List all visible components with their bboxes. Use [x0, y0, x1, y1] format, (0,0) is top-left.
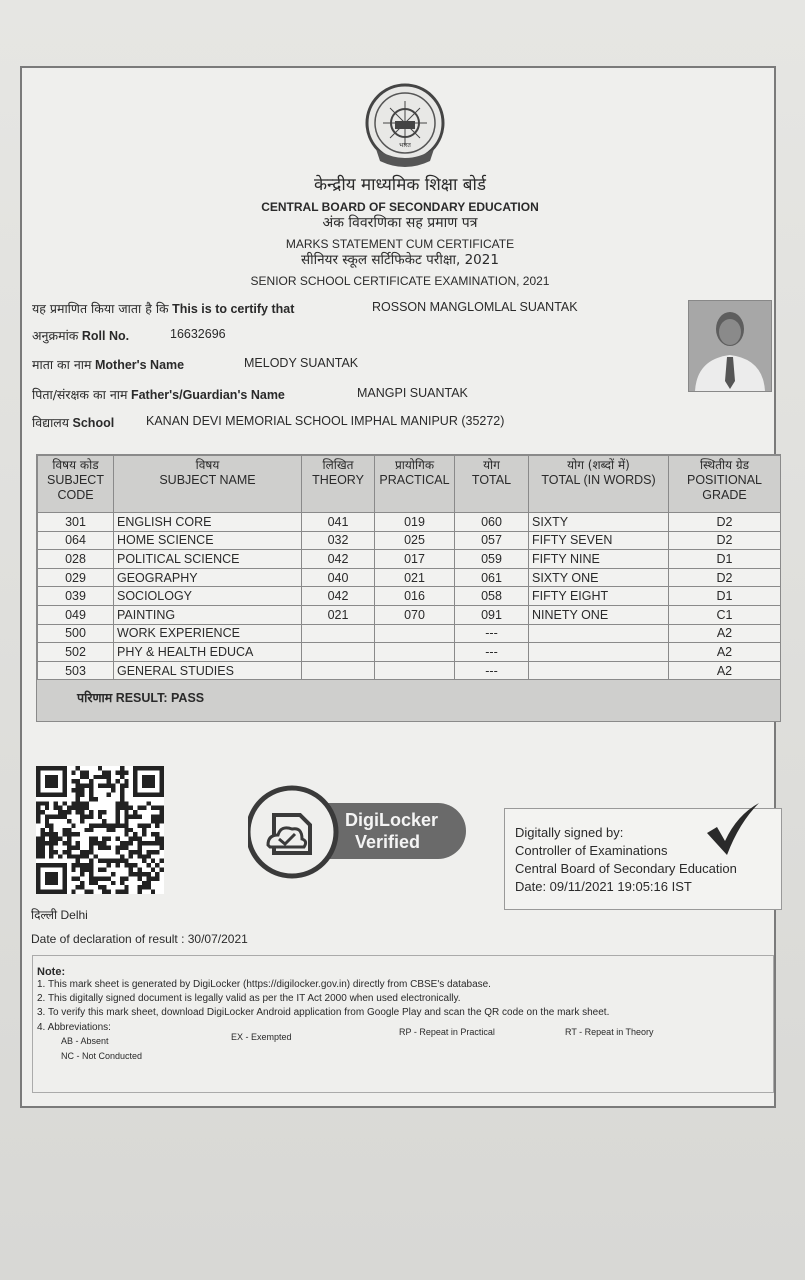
mother-field [32, 356, 359, 373]
cell-theory: 021 [302, 605, 375, 624]
digilocker-label: DigiLocker [345, 810, 439, 830]
header-english: PRACTICAL [379, 473, 450, 487]
cell-name: PAINTING [114, 605, 302, 624]
header-grade [669, 456, 781, 513]
cell-practical: 025 [375, 531, 455, 550]
header-hindi: विषय कोड [52, 458, 99, 472]
table-row [38, 568, 781, 587]
cell-name: SOCIOLOGY [114, 587, 302, 606]
certify-label: This is to certify that [172, 302, 295, 316]
cell-total: 059 [455, 550, 529, 569]
cell-theory [302, 624, 375, 643]
cell-grade: C1 [669, 605, 781, 624]
roll-field [32, 327, 226, 344]
cell-name: GEOGRAPHY [114, 568, 302, 587]
cell-total: 091 [455, 605, 529, 624]
student-photo [688, 300, 772, 392]
certify-field [32, 300, 578, 317]
table-row [38, 513, 781, 532]
mother-label-hindi: माता का नाम [32, 357, 92, 372]
marks-table [37, 455, 781, 680]
cell-words: NINETY ONE [529, 605, 669, 624]
cell-theory: 042 [302, 550, 375, 569]
header-english: TOTAL (IN WORDS) [541, 473, 656, 487]
cell-total: --- [455, 624, 529, 643]
cell-code: 064 [38, 531, 114, 550]
header-practical [375, 456, 455, 513]
place-english: Delhi [60, 908, 88, 922]
cell-practical: 016 [375, 587, 455, 606]
cell-code: 039 [38, 587, 114, 606]
header-theory [302, 456, 375, 513]
cell-code: 028 [38, 550, 114, 569]
cell-code: 301 [38, 513, 114, 532]
abbr-repeat-theory: RT - Repeat in Theory [565, 1027, 654, 1037]
note-2: 2. This digitally signed document is legally valid as per the IT Act 2000 when used electronically. [37, 993, 461, 1004]
declaration-date: Date of declaration of result : 30/07/2021 [31, 932, 248, 946]
cell-words: SIXTY ONE [529, 568, 669, 587]
qr-code-icon[interactable] [36, 766, 164, 894]
cell-grade: D2 [669, 531, 781, 550]
cell-code: 049 [38, 605, 114, 624]
cell-total: 057 [455, 531, 529, 550]
marks-table-panel [36, 454, 781, 722]
note-3: 3. To verify this mark sheet, download DigiLocker Android application from Google Play and scan the QR code on the mark sheet. [37, 1007, 610, 1018]
abbr-repeat-practical: RP - Repeat in Practical [399, 1027, 495, 1037]
header-english: POSITIONAL [686, 473, 763, 487]
cell-grade: A2 [669, 643, 781, 662]
cell-practical [375, 624, 455, 643]
cell-grade: D1 [669, 550, 781, 569]
roll-label: Roll No. [81, 329, 130, 343]
cell-name: ENGLISH CORE [114, 513, 302, 532]
cell-total: --- [455, 661, 529, 680]
cell-practical [375, 661, 455, 680]
header-english: SUBJECT NAME [159, 473, 256, 487]
digital-signature-box [504, 808, 782, 910]
cell-name: PHY & HEALTH EDUCA [114, 643, 302, 662]
header-english: SUBJECT [47, 473, 104, 487]
cell-practical: 021 [375, 568, 455, 587]
table-row [38, 531, 781, 550]
cell-theory: 041 [302, 513, 375, 532]
cell-code: 029 [38, 568, 114, 587]
table-row [38, 587, 781, 606]
roll-label-hindi: अनुक्रमांक [32, 328, 79, 343]
abbr-not-conducted: NC - Not Conducted [61, 1051, 143, 1061]
result-label-hindi: परिणाम [77, 690, 113, 705]
checkmark-icon [701, 801, 761, 861]
cell-theory: 040 [302, 568, 375, 587]
abbr-absent: AB - Absent [61, 1036, 109, 1046]
cell-code: 500 [38, 624, 114, 643]
father-label-hindi: पिता/संरक्षक का नाम [32, 387, 128, 402]
cell-name: POLITICAL SCIENCE [114, 550, 302, 569]
cell-practical [375, 643, 455, 662]
place-hindi: दिल्ली [31, 908, 58, 922]
cell-theory: 042 [302, 587, 375, 606]
table-row [38, 605, 781, 624]
signed-by: Digitally signed by: [515, 825, 624, 840]
cell-words: SIXTY [529, 513, 669, 532]
father-label: Father's/Guardian's Name [130, 388, 285, 402]
cell-practical: 070 [375, 605, 455, 624]
signer-org: Central Board of Secondary Education [515, 861, 737, 876]
board-name-hindi: केन्द्रीय माध्यमिक शिक्षा बोर्ड [313, 175, 487, 195]
school-name: KANAN DEVI MEMORIAL SCHOOL IMPHAL MANIPUR (35272) [146, 414, 505, 428]
header-subject-code [38, 456, 114, 513]
cell-code: 503 [38, 661, 114, 680]
abbr-exempted: EX - Exempted [231, 1032, 292, 1042]
cell-grade: A2 [669, 624, 781, 643]
school-field [32, 414, 505, 431]
header-hindi: विषय [195, 458, 220, 472]
cell-name: HOME SCIENCE [114, 531, 302, 550]
notes-box [32, 955, 774, 1093]
cell-words [529, 643, 669, 662]
header-subject-name [114, 456, 302, 513]
cell-words [529, 661, 669, 680]
cell-grade: D2 [669, 513, 781, 532]
cell-theory [302, 661, 375, 680]
note-1: 1. This mark sheet is generated by DigiLocker (https://digilocker.gov.in) directly from CBSE's database. [37, 979, 491, 990]
mother-label: Mother's Name [95, 358, 185, 372]
note-4: 4. Abbreviations: [37, 1022, 111, 1033]
header-english-2: CODE [57, 488, 94, 502]
father-field [32, 386, 468, 403]
exam-title-hindi: सीनियर स्कूल सर्टिफिकेट परीक्षा, 2021 [301, 252, 499, 268]
cell-total: 060 [455, 513, 529, 532]
table-row [38, 624, 781, 643]
school-label: School [72, 416, 115, 430]
certify-label-hindi: यह प्रमाणित किया जाता है कि [32, 301, 169, 316]
school-label-hindi: विद्यालय [32, 415, 70, 430]
cell-name: WORK EXPERIENCE [114, 624, 302, 643]
header-hindi: योग (शब्दों में) [567, 458, 630, 472]
header-hindi: योग [483, 458, 500, 472]
header-hindi: प्रायोगिक [394, 458, 435, 472]
cell-total: 061 [455, 568, 529, 587]
table-row [38, 661, 781, 680]
person-icon [689, 301, 771, 391]
table-row [38, 550, 781, 569]
cell-name: GENERAL STUDIES [114, 661, 302, 680]
signer-title: Controller of Examinations [515, 843, 668, 858]
board-name-english: CENTRAL BOARD OF SECONDARY EDUCATION [261, 200, 539, 214]
cell-grade: A2 [669, 661, 781, 680]
roll-number: 16632696 [170, 327, 226, 341]
signed-date: Date: 09/11/2021 19:05:16 IST [515, 879, 692, 894]
header-hindi: लिखित [322, 458, 354, 472]
result-text: RESULT: PASS [115, 691, 205, 705]
note-title: Note: [37, 966, 66, 978]
header-total-words [529, 456, 669, 513]
header-total [455, 456, 529, 513]
cell-total: --- [455, 643, 529, 662]
cell-words: FIFTY SEVEN [529, 531, 669, 550]
cell-words: FIFTY NINE [529, 550, 669, 569]
student-name: ROSSON MANGLOMLAL SUANTAK [372, 300, 578, 314]
cell-theory: 032 [302, 531, 375, 550]
digilocker-verified-badge [248, 785, 478, 879]
header-english-2: GRADE [702, 488, 747, 502]
emblem-text: भारत [399, 142, 411, 149]
cell-grade: D2 [669, 568, 781, 587]
cell-practical: 017 [375, 550, 455, 569]
place [31, 906, 88, 923]
cbse-emblem-icon [362, 81, 448, 171]
result-line [77, 689, 204, 706]
doc-title-english: MARKS STATEMENT CUM CERTIFICATE [285, 237, 515, 251]
certificate-sheet [20, 66, 776, 1108]
mother-name: MELODY SUANTAK [244, 356, 359, 370]
cell-theory [302, 643, 375, 662]
header-hindi: स्थितीय ग्रेड [699, 458, 750, 472]
header-english: TOTAL [471, 473, 512, 487]
cell-code: 502 [38, 643, 114, 662]
cell-practical: 019 [375, 513, 455, 532]
exam-title-english: SENIOR SCHOOL CERTIFICATE EXAMINATION, 2021 [250, 274, 550, 288]
cell-words [529, 624, 669, 643]
verified-label: Verified [355, 832, 421, 852]
cell-total: 058 [455, 587, 529, 606]
table-header-row [38, 456, 781, 513]
father-name: MANGPI SUANTAK [357, 386, 468, 400]
header-english: THEORY [312, 473, 364, 487]
doc-title-hindi: अंक विवरणिका सह प्रमाण पत्र [322, 215, 478, 231]
cell-words: FIFTY EIGHT [529, 587, 669, 606]
cell-grade: D1 [669, 587, 781, 606]
table-row [38, 643, 781, 662]
